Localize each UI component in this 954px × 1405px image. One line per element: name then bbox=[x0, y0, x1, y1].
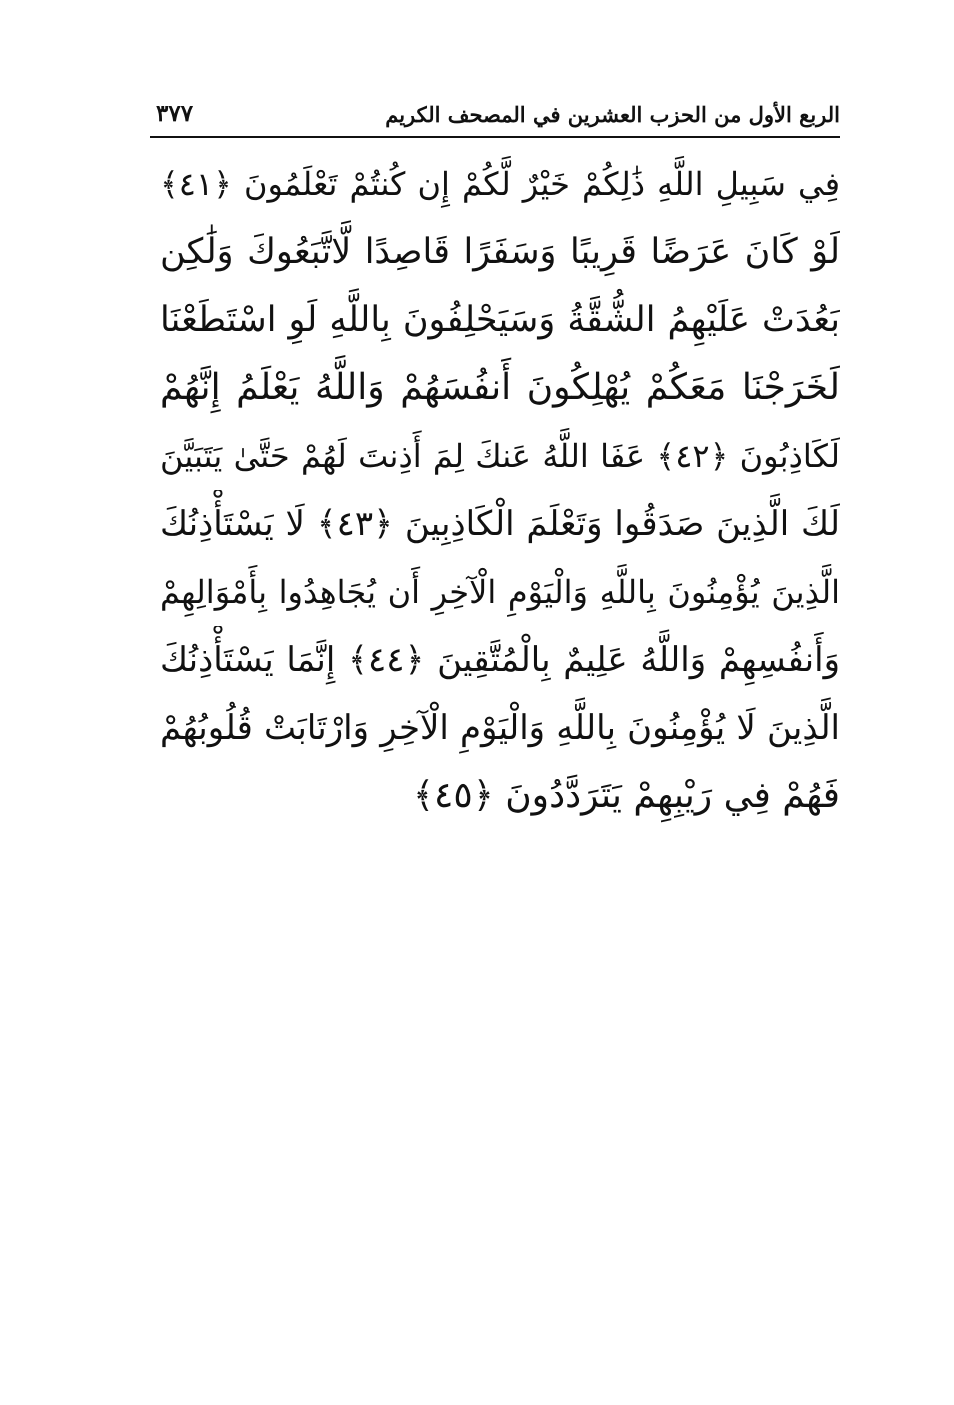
text-line-7: الَّذِينَ يُؤْمِنُونَ بِاللَّهِ وَالْيَوْمِ الْآخِرِ أَن يُجَاهِدُوا بِأَمْوَالِهِمْ bbox=[160, 573, 840, 611]
header-title: الربع الأول من الحزب العشرين في المصحف الكريم bbox=[385, 102, 840, 127]
text-line-4: لَخَرَجْنَا مَعَكُمْ يُهْلِكُونَ أَنفُسَهُمْ وَاللَّهُ يَعْلَمُ إِنَّهُمْ bbox=[160, 367, 840, 408]
text-line-2: لَوْ كَانَ عَرَضًا قَرِيبًا وَسَفَرًا قَاصِدًا لَّاتَّبَعُوكَ وَلَٰكِن bbox=[160, 232, 840, 272]
text-line-5: لَكَاذِبُونَ ﴿٤٢﴾ عَفَا اللَّهُ عَنكَ لِمَ أَذِنتَ لَهُمْ حَتَّىٰ يَتَبَيَّنَ bbox=[160, 437, 840, 475]
page-number: ٣٧٧ bbox=[156, 100, 194, 127]
page-header bbox=[150, 96, 840, 136]
text-line-3: بَعُدَتْ عَلَيْهِمُ الشُّقَّةُ وَسَيَحْلِفُونَ بِاللَّهِ لَوِ اسْتَطَعْنَا bbox=[160, 300, 840, 340]
text-line-8: وَأَنفُسِهِمْ وَاللَّهُ عَلِيمٌ بِالْمُتَّقِينَ ﴿٤٤﴾ إِنَّمَا يَسْتَأْذِنُكَ bbox=[160, 640, 840, 680]
text-line-1: فِي سَبِيلِ اللَّهِ ذَٰلِكُمْ خَيْرٌ لَّكُمْ إِن كُنتُمْ تَعْلَمُونَ ﴿٤١﴾ bbox=[160, 165, 840, 203]
verse-text-block bbox=[160, 150, 840, 830]
text-line-10: فَهُمْ فِي رَيْبِهِمْ يَتَرَدَّدُونَ ﴿٤٥﴾ bbox=[412, 775, 840, 816]
header-divider bbox=[150, 136, 840, 138]
text-line-6: لَكَ الَّذِينَ صَدَقُوا وَتَعْلَمَ الْكَاذِبِينَ ﴿٤٣﴾ لَا يَسْتَأْذِنُكَ bbox=[160, 504, 840, 544]
text-line-9: الَّذِينَ لَا يُؤْمِنُونَ بِاللَّهِ وَالْيَوْمِ الْآخِرِ وَارْتَابَتْ قُلُوبُهُمْ bbox=[160, 708, 840, 748]
